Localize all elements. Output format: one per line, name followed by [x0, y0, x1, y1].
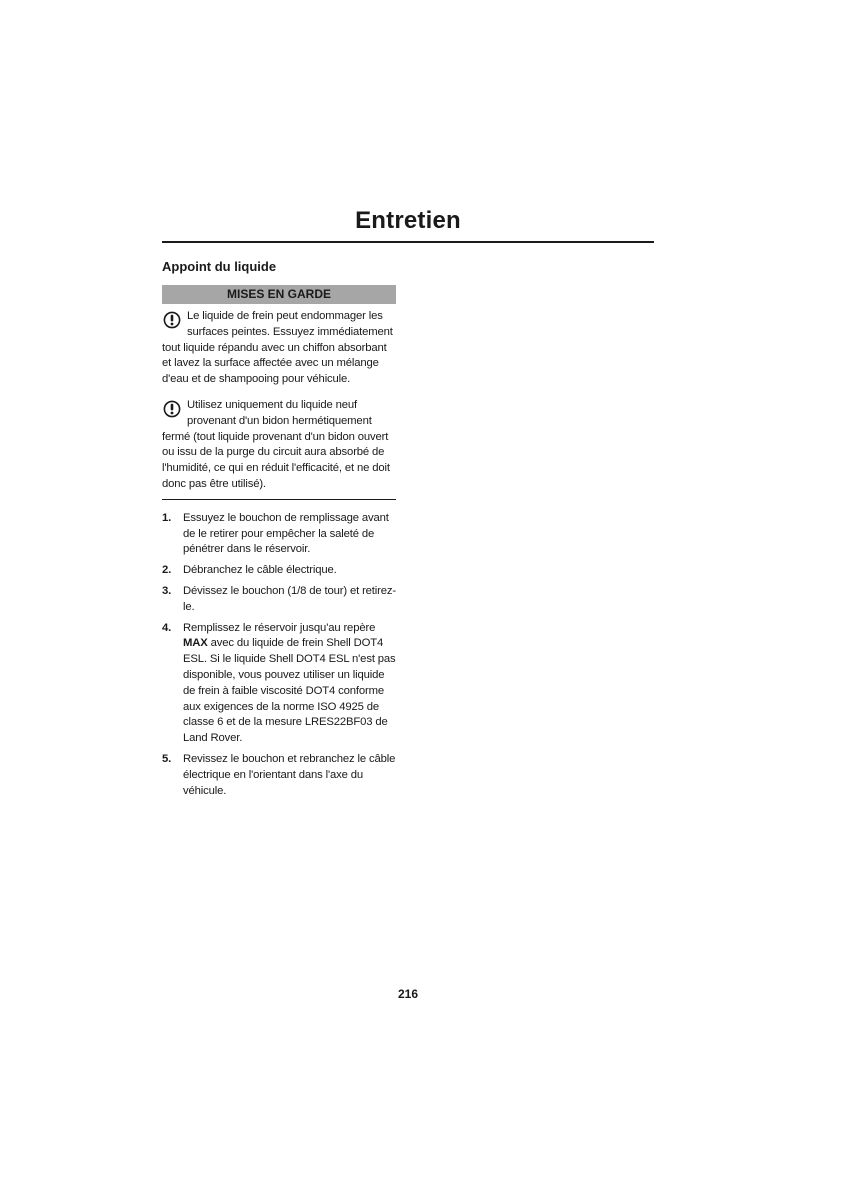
step-text: Essuyez le bouchon de remplissage avant de le retirer pour empêcher la saleté de pénétrer dans le réservoir.	[183, 511, 389, 556]
warning-header: MISES EN GARDE	[162, 285, 396, 304]
step-number: 1.	[162, 511, 172, 524]
title-rule	[162, 241, 654, 243]
warning-exclamation-icon	[163, 311, 181, 329]
step-item	[162, 511, 396, 558]
step-text: Débranchez le câble électrique.	[183, 564, 337, 577]
step-number: 4.	[162, 621, 172, 634]
page-title: Entretien	[355, 207, 461, 234]
step-text-post: avec du liquide de frein Shell DOT4 ESL. Si le liquide Shell DOT4 ESL n'est pas disponible, vous pouvez utiliser un liquide de frein à faible viscosité DOT4 conforme aux exigences de la norme ISO 4925 de classe 6 et de la mesure LRES22BF03 de Land Rover.	[183, 637, 396, 745]
step-number: 5.	[162, 752, 172, 765]
warning-box	[162, 285, 396, 500]
step-text-pre: Remplissez le réservoir jusqu'au repère	[183, 621, 376, 634]
warning-text: Le liquide de frein peut endommager les surfaces peintes. Essuyez immédiatement tout liquide répandu avec un chiffon absorbant et lavez la surface affectée avec un mélange d'eau et de shampooing pour véhicule.	[162, 310, 393, 386]
step-number: 2.	[162, 564, 172, 577]
step-item	[162, 621, 396, 747]
warning-exclamation-icon	[163, 400, 181, 418]
step-text: Dévissez le bouchon (1/8 de tour) et retirez-le.	[183, 584, 397, 613]
step-number: 3.	[162, 584, 172, 597]
warning-item	[162, 309, 396, 388]
page-number: 216	[397, 987, 419, 1001]
step-item	[162, 563, 396, 579]
step-text-bold: MAX	[183, 637, 208, 650]
steps-list	[162, 511, 396, 800]
step-item	[162, 752, 396, 799]
warning-item	[162, 398, 396, 493]
step-item	[162, 584, 396, 616]
content-column	[162, 258, 396, 804]
section-heading: Appoint du liquide	[162, 259, 277, 274]
warning-text: Utilisez uniquement du liquide neuf provenant d'un bidon hermétiquement fermé (tout liquide provenant d'un bidon ouvert ou issu de la purge du circuit aura absorbé de l'humidité, ce qui en réduit l'efficacité, et ne doit donc pas être utilisé).	[162, 398, 390, 490]
step-text: Revissez le bouchon et rebranchez le câble électrique en l'orientant dans l'axe du véhicule.	[183, 752, 396, 797]
